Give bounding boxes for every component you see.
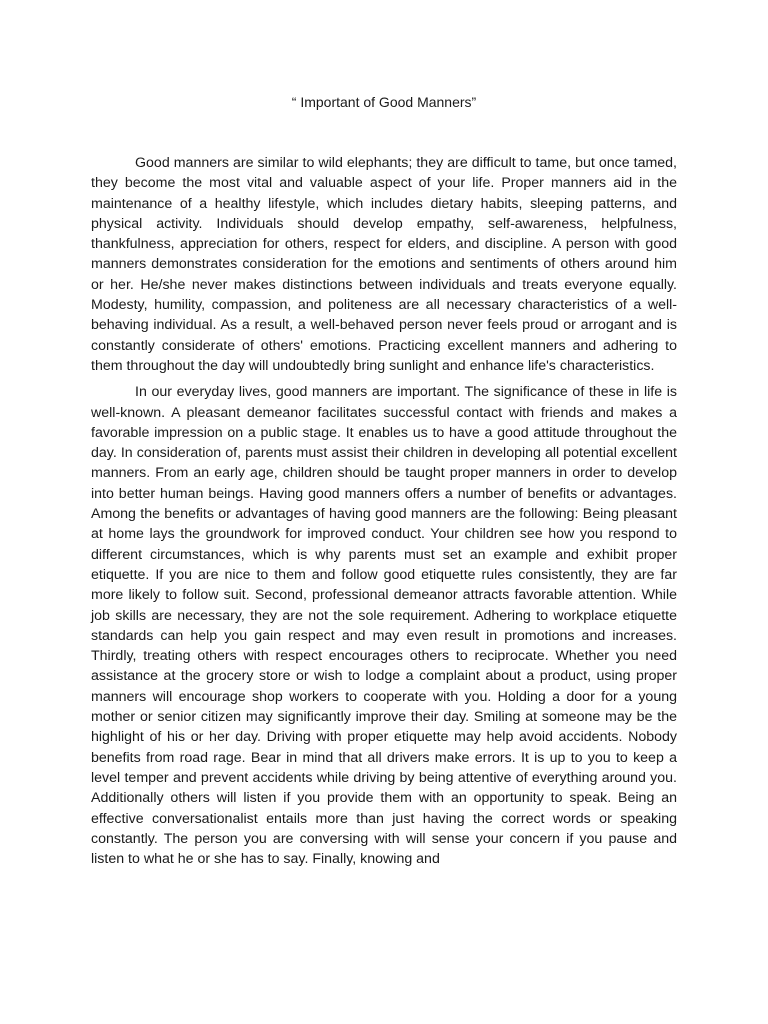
paragraph-2: In our everyday lives, good manners are important. The significance of these in life is well-known. A pleasant demeanor facilitates successful contact with friends and makes a favorable impression on a public stage. It enables us to have a good attitude throughout the day. In consideration of, parents must assist their children in developing all potential excellent manners. From an early age, children should be taught proper manners in order to develop into better human beings. Having good manners offers a number of benefits or advantages. Among the benefits or advantages of having good manners are the following: Being pleasant at home lays the groundwork for improved conduct. Your children see how you respond to different circumstances, which is why parents must set an example and exhibit proper etiquette. If you are nice to them and follow good etiquette rules consistently, they are far more likely to follow suit. Second, professional demeanor attracts favorable attention. While job skills are necessary, they are not the sole requirement. Adhering to workplace etiquette standards can help you gain respect and may even result in promotions and increases. Thirdly, treating others with respect encourages others to reciprocate. Whether you need assistance at the grocery store or wish to lodge a complaint about a product, using proper manners will encourage shop workers to cooperate with you. Holding a door for a young mother or senior citizen may significantly improve their day. Smiling at someone may be the highlight of his or her day. Driving with proper etiquette may help avoid accidents. Nobody benefits from road rage. Bear in mind that all drivers make errors. It is up to you to keep a level temper and prevent accidents while driving by being attentive of everything around you. Additionally others will listen if you provide them with an opportunity to speak. Being an effective conversationalist entails more than just having the correct words or speaking constantly. The person you are conversing with will sense your concern if you pause and listen to what he or she has to say. Finally, knowing and xyxy=(91,384,677,868)
document-body xyxy=(91,153,677,869)
document-title: “ Important of Good Manners” xyxy=(291,94,477,110)
paragraph-1: Good manners are similar to wild elephants; they are difficult to tame, but once tamed, they become the most vital and valuable aspect of your life. Proper manners aid in the maintenance of a healthy lifestyle, which includes dietary habits, sleeping patterns, and physical activity. Individuals should develop empathy, self-awareness, helpfulness, thankfulness, appreciation for others, respect for elders, and discipline. A person with good manners demonstrates consideration for the emotions and sentiments of others around him or her. He/she never makes distinctions between individuals and treats everyone equally. Modesty, humility, compassion, and politeness are all necessary characteristics of a well-behaving individual. As a result, a well-behaved person never feels proud or arrogant and is constantly considerate of others' emotions. Practicing excellent manners and adhering to them throughout the day will undoubtedly bring sunlight and enhance life's characteristics. xyxy=(91,155,677,374)
